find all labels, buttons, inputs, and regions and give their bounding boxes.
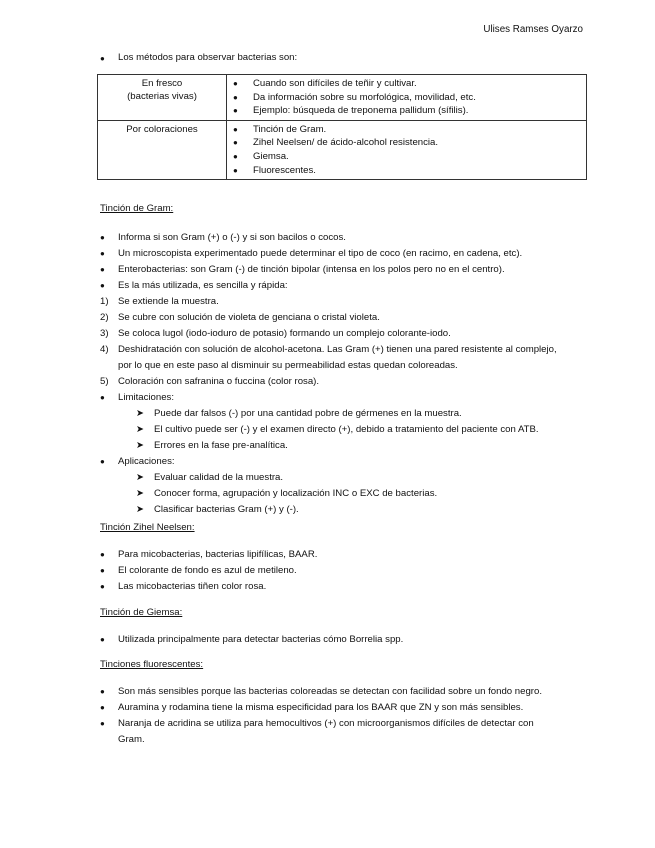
step-text: Deshidratación con solución de alcohol-acetona. Las Gram (+) tienen una pared resistente al complejo, [118,344,557,355]
method-name: En fresco [141,78,183,89]
step-number: 5) [100,376,109,387]
list-item [100,262,590,278]
methods-table [97,74,587,180]
item-text: Evaluar calidad de la muestra. [154,472,284,483]
intro-bullet [100,52,297,65]
step-number: 4) [100,344,109,355]
item-text: Ejemplo: búsqueda de treponema pallidum (sífilis). [253,105,469,117]
arrow-icon: ➤ [136,424,145,435]
item-text: Naranja de acridina se utiliza para hemocultivos (+) con microorganismos difíciles de detectar con [118,718,534,729]
list-item [100,632,590,648]
item-text: Conocer forma, agrupación y localización INC o EXC de bacterias. [154,488,438,499]
step-item [100,310,590,326]
arrow-icon: ➤ [136,408,145,419]
sub-item [100,470,590,486]
arrow-icon: ➤ [136,504,145,515]
step-item [100,326,590,342]
section-heading: Tinción Zihel Neelsen: [100,522,195,533]
fluor-section [100,658,590,748]
bullet-icon: ● [100,265,105,274]
bullet-icon: ● [233,138,238,148]
step-number: 1) [100,296,109,307]
item-text: Errores en la fase pre-analítica. [154,440,288,451]
sub-item [100,486,590,502]
list-item [100,230,590,246]
item-text: Cuando son difíciles de teñir y cultivar. [253,78,417,89]
step-item [100,374,590,390]
item-text: Zihel Neelsen/ de ácido-alcohol resistencia. [253,137,439,149]
step-item [100,294,590,310]
sub-item [100,502,590,518]
method-name-cell [98,120,227,179]
step-text: Se cubre con solución de violeta de genciana o cristal violeta. [118,312,380,323]
bullet-icon: ● [233,151,238,161]
step-number: 3) [100,328,109,339]
item-text: El colorante de fondo es azul de metileno. [118,565,297,576]
table-row [98,120,587,179]
bullet-icon: ● [100,703,105,712]
arrow-icon: ➤ [136,488,145,499]
item-text: Tinción de Gram. [253,123,327,135]
arrow-icon: ➤ [136,440,145,451]
list-item [100,579,590,595]
item-text: El cultivo puede ser (-) y el examen directo (+), debido a tratamiento del paciente con ATB. [154,424,539,435]
item-text: Clasificar bacterias Gram (+) y (-). [154,504,299,515]
bullet-icon: ● [233,79,238,88]
item-text: Fluorescentes. [253,164,316,176]
item-text: Aplicaciones: [118,456,175,467]
method-subname: (bacterias vivas) [127,91,197,102]
item-text: Es la más utilizada, es sencilla y rápida: [118,280,288,291]
sub-item [100,438,590,454]
bullet-icon: ● [100,550,105,559]
zihel-section [100,521,590,595]
item-text: Enterobacterias: son Gram (-) de tinción bipolar (intensa en los polos pero no en el centro). [118,264,505,275]
bullet-icon: ● [233,106,238,116]
gram-section [100,202,590,518]
list-item [100,454,590,470]
list-item [100,278,590,294]
section-heading: Tinción de Giemsa: [100,607,183,618]
list-item [233,136,582,150]
step-text: Se coloca lugol (iodo-ioduro de potasio) formando un complejo colorante-iodo. [118,328,451,339]
list-item [233,150,582,164]
list-item [233,77,582,91]
author-name: Ulises Ramses Oyarzo [483,24,583,35]
list-item [100,716,590,732]
list-item [233,104,582,118]
list-item [100,547,590,563]
item-text: Las micobacterias tiñen color rosa. [118,581,267,592]
bullet-icon: ● [100,54,105,63]
list-item [100,700,590,716]
bullet-icon: ● [100,566,105,575]
item-text: Da información sobre su morfológica, movilidad, etc. [253,91,476,103]
item-text: Limitaciones: [118,392,174,403]
sub-item [100,422,590,438]
method-desc-cell [227,120,587,179]
method-desc-cell [227,75,587,121]
list-item [233,164,582,178]
list-item [100,563,590,579]
item-text: Giemsa. [253,150,289,162]
bullet-icon: ● [100,281,105,290]
sub-item [100,406,590,422]
step-number: 2) [100,312,109,323]
item-text: Informa si son Gram (+) o (-) y si son bacilos o cocos. [118,232,346,243]
item-text: Utilizada principalmente para detectar bacterias cómo Borrelia spp. [118,634,404,645]
list-item [100,390,590,406]
giemsa-section [100,606,590,648]
bullet-icon: ● [100,635,105,644]
bullet-icon: ● [100,582,105,591]
item-text: Auramina y rodamina tiene la misma especificidad para los BAAR que ZN y son más sensibles. [118,702,524,713]
bullet-icon: ● [100,249,105,258]
item-text: Puede dar falsos (-) por una cantidad pobre de gérmenes en la muestra. [154,408,462,419]
item-text: Son más sensibles porque las bacterias coloreadas se detectan con facilidad sobre un fondo negro. [118,686,542,697]
item-text: Un microscopista experimentado puede determinar el tipo de coco (en racimo, en cadena, etc). [118,248,523,259]
bullet-icon: ● [233,92,238,102]
step-text: Coloración con safranina o fuccina (color rosa). [118,376,320,387]
step-item [100,342,590,358]
section-heading: Tinciones fluorescentes: [100,659,204,670]
bullet-icon: ● [100,457,105,466]
list-item [100,684,590,700]
section-heading: Tinción de Gram: [100,203,174,214]
bullet-icon: ● [100,687,105,696]
table-row [98,75,587,121]
bullet-icon: ● [233,124,238,134]
intro-text: Los métodos para observar bacterias son: [118,52,298,63]
method-name: Por coloraciones [126,123,198,135]
step-continuation: por lo que en este paso al disminuir su permeabilidad estas quedan coloreadas. [118,360,458,371]
step-text: Se extiende la muestra. [118,296,219,307]
list-item [233,123,582,137]
bullet-icon: ● [233,165,238,175]
method-name-cell [98,75,227,121]
bullet-icon: ● [100,719,105,728]
bullet-icon: ● [100,393,105,402]
bullet-icon: ● [100,233,105,242]
item-text: Para micobacterias, bacterias lipifílicas, BAAR. [118,549,318,560]
item-continuation: Gram. [118,734,145,745]
list-item [100,246,590,262]
list-item [233,91,582,105]
arrow-icon: ➤ [136,472,145,483]
